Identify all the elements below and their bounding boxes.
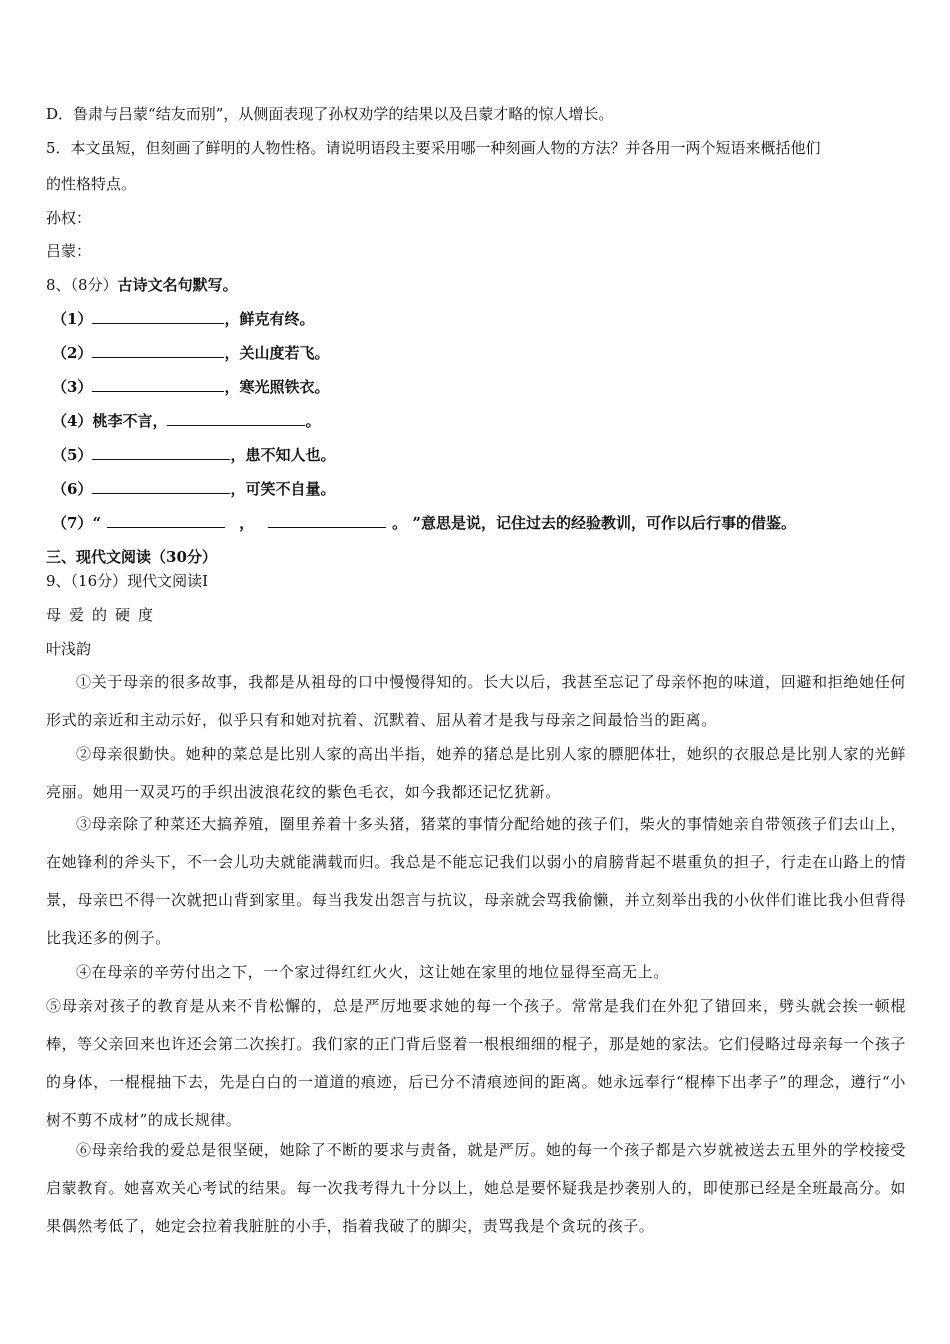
item-text: ，患不知人也。 [230,446,336,464]
section-3-title: 三、现代文阅读（30分） [46,548,217,566]
item-number: （4） [52,412,93,430]
blank-line[interactable] [268,513,386,528]
blank-line[interactable] [92,377,224,392]
q7-option-d: D．鲁肃与吕蒙“结友而别”，从侧面表现了孙权劝学的结果以及吕蒙才略的惊人增长。 [46,105,614,123]
q8-item-2 [52,343,329,363]
article-paragraph-2: ②母亲很勤快。她种的菜总是比别人家的高出半指，她养的猪总是比别人家的膘肥体壮，她织的衣服总是比别人家的光鲜亮丽。她用一双灵巧的手织出波浪花纹的紫色毛衣，如今我都还记忆犹新。 [46,745,906,801]
item-number: （5） [52,446,93,464]
item-number: （7） [52,514,93,532]
item-number: （3） [52,378,93,396]
blank-line[interactable] [107,513,225,528]
q8-item-1 [52,309,314,329]
q8-item-4 [52,411,320,431]
blank-line[interactable] [167,411,305,426]
item-text: 。 ”意思是说，记住过去的经验教训，可作以后行事的借鉴。 [392,514,796,532]
item-text: ， [239,514,255,532]
item-text: ，关山度若飞。 [224,344,330,362]
q8-item-3 [52,377,329,397]
item-number: （1） [52,310,93,328]
item-number: （2） [52,344,93,362]
answer-label-sunquan: 孙权： [46,209,92,227]
quote-mark: “ [92,514,102,532]
blank-line[interactable] [92,479,230,494]
q8-header [46,275,238,295]
article-paragraph-6: ⑥母亲给我的爱总是很坚硬，她除了不断的要求与责备，就是严厉。她的每一个孩子都是六岁就被送去五里外的学校接受启蒙教育。她喜欢关心考试的结果。每一次我考得九十分以上，她总是要怀疑我是抄袭别人的，即使那已经是全班最高分。如果偶然考低了，她定会拉着我脏脏的小手，指着我破了的脚尖，责骂我是个贪玩的孩子。 [46,1141,906,1235]
item-text: ，寒光照铁衣。 [224,378,330,396]
article-paragraph-3: ③母亲除了种菜还大搞养殖，圈里养着十多头猪，猪菜的事情分配给她的孩子们，柴火的事情她亲自带领孩子们去山上，在她锋利的斧头下，不一会儿功夫就能满载而归。我总是不能忘记我们以弱小的肩膀背起不堪重负的担子，行走在山路上的情景，母亲巴不得一次就把山背到家里。每当我发出怨言与抗议，母亲就会骂我偷懒，并立刻举出我的小伙伴们谁比我小但背得比我还多的例子。 [46,815,906,947]
q9-header: 9、（16分）现代文阅读Ⅰ [46,572,209,590]
article-paragraph-5: ⑤母亲对孩子的教育是从来不肯松懈的，总是严厉地要求她的每一个孩子。常常是我们在外犯了错回来，劈头就会挨一顿棍棒，等父亲回来也许还会第二次挨打。我们家的正门背后竖着一根根细细的棍子，那是她的家法。它们侵略过母亲每一个孩子的身体，一棍棍抽下去，先是白白的一道道的痕迹，后已分不清痕迹间的距离。她永远奉行“棍棒下出孝子”的理念，遵行“小树不剪不成材”的成长规律。 [46,997,906,1129]
q8-item-7 [52,513,796,533]
q5-prompt-line1: 5．本文虽短，但刻画了鲜明的人物性格。请说明语段主要采用哪一种刻画人物的方法？并各用一两个短语来概括他们 [46,139,821,157]
item-text: 。 [305,412,321,430]
blank-line[interactable] [92,343,224,358]
article-title: 母爱的硬度 [46,606,162,624]
answer-label-lvmeng: 吕蒙： [46,242,92,260]
q8-item-5 [52,445,335,465]
blank-line[interactable] [92,309,224,324]
q8-number: 8、（8分） [46,276,118,294]
q8-item-6 [52,479,335,499]
item-text: 桃李不言， [92,412,168,430]
item-text: ，鲜克有终。 [224,310,315,328]
item-number: （6） [52,480,93,498]
article-author: 叶浅韵 [46,640,92,658]
q5-prompt-line2: 的性格特点。 [46,175,137,193]
q8-title: 古诗文名句默写。 [117,276,238,294]
blank-line[interactable] [92,445,230,460]
item-text: ，可笑不自量。 [230,480,336,498]
article-paragraph-1: ①关于母亲的很多故事，我都是从祖母的口中慢慢得知的。长大以后，我甚至忘记了母亲怀抱的味道，回避和拒绝她任何形式的亲近和主动示好，似乎只有和她对抗着、沉默着、屈从着才是我与母亲之间最恰当的距离。 [46,673,906,729]
article-paragraph-4: ④在母亲的辛劳付出之下，一个家过得红红火火，这让她在家里的地位显得至高无上。 [76,963,669,981]
